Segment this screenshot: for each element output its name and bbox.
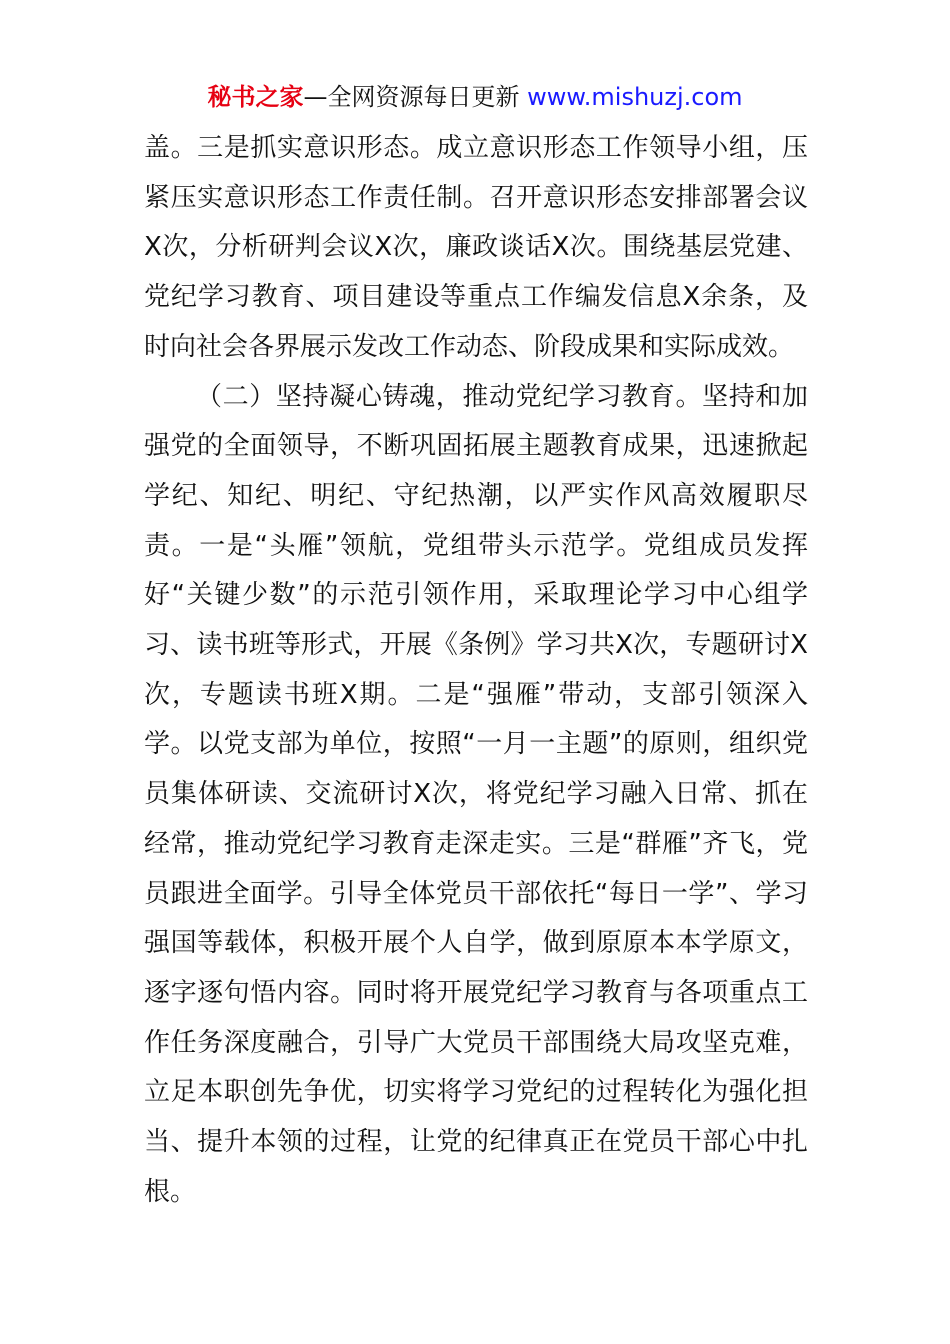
site-tagline: —全网资源每日更新 [303, 83, 528, 111]
paragraph-continuation: 盖。三是抓实意识形态。成立意识形态工作领导小组，压紧压实意识形态工作责任制。召开意识形态安排部署会议X次，分析研判会议X次，廉政谈话X次。围绕基层党建、党纪学习教育、项目建设等重点工作编发信息X余条，及时向社会各界展示发改工作动态、阶段成果和实际成效。 [144, 133, 808, 362]
site-brand: 秘书之家 [207, 83, 304, 111]
paragraph-section-two: （二）坚持凝心铸魂，推动党纪学习教育。坚持和加强党的全面领导，不断巩固拓展主题教育成果，迅速掀起学纪、知纪、明纪、守纪热潮，以严实作风高效履职尽责。一是“头雁”领航，党组带头示范学。党组成员发挥好“关键少数”的示范引领作用，采取理论学习中心组学习、读书班等形式，开展《条例》学习共X次，专题研讨X次，专题读书班X期。二是“强雁”带动，支部引领深入学。以党支部为单位，按照“一月一主题”的原则，组织党员集体研读、交流研讨X次，将党纪学习融入日常、抓在经常，推动党纪学习教育走深走实。三是“群雁”齐飞，党员跟进全面学。引导全体党员干部依托“每日一学”、学习强国等载体，积极开展个人自学，做到原原本本学原文，逐字逐句悟内容。同时将开展党纪学习教育与各项重点工作任务深度融合，引导广大党员干部围绕大局攻坚克难，立足本职创先争优，切实将学习党纪的过程转化为强化担当、提升本领的过程，让党的纪律真正在党员干部心中扎根。 [144, 381, 808, 1207]
document-body [144, 124, 808, 1217]
site-url-link[interactable]: www.mishuzj.com [527, 83, 743, 111]
site-header [0, 80, 950, 114]
